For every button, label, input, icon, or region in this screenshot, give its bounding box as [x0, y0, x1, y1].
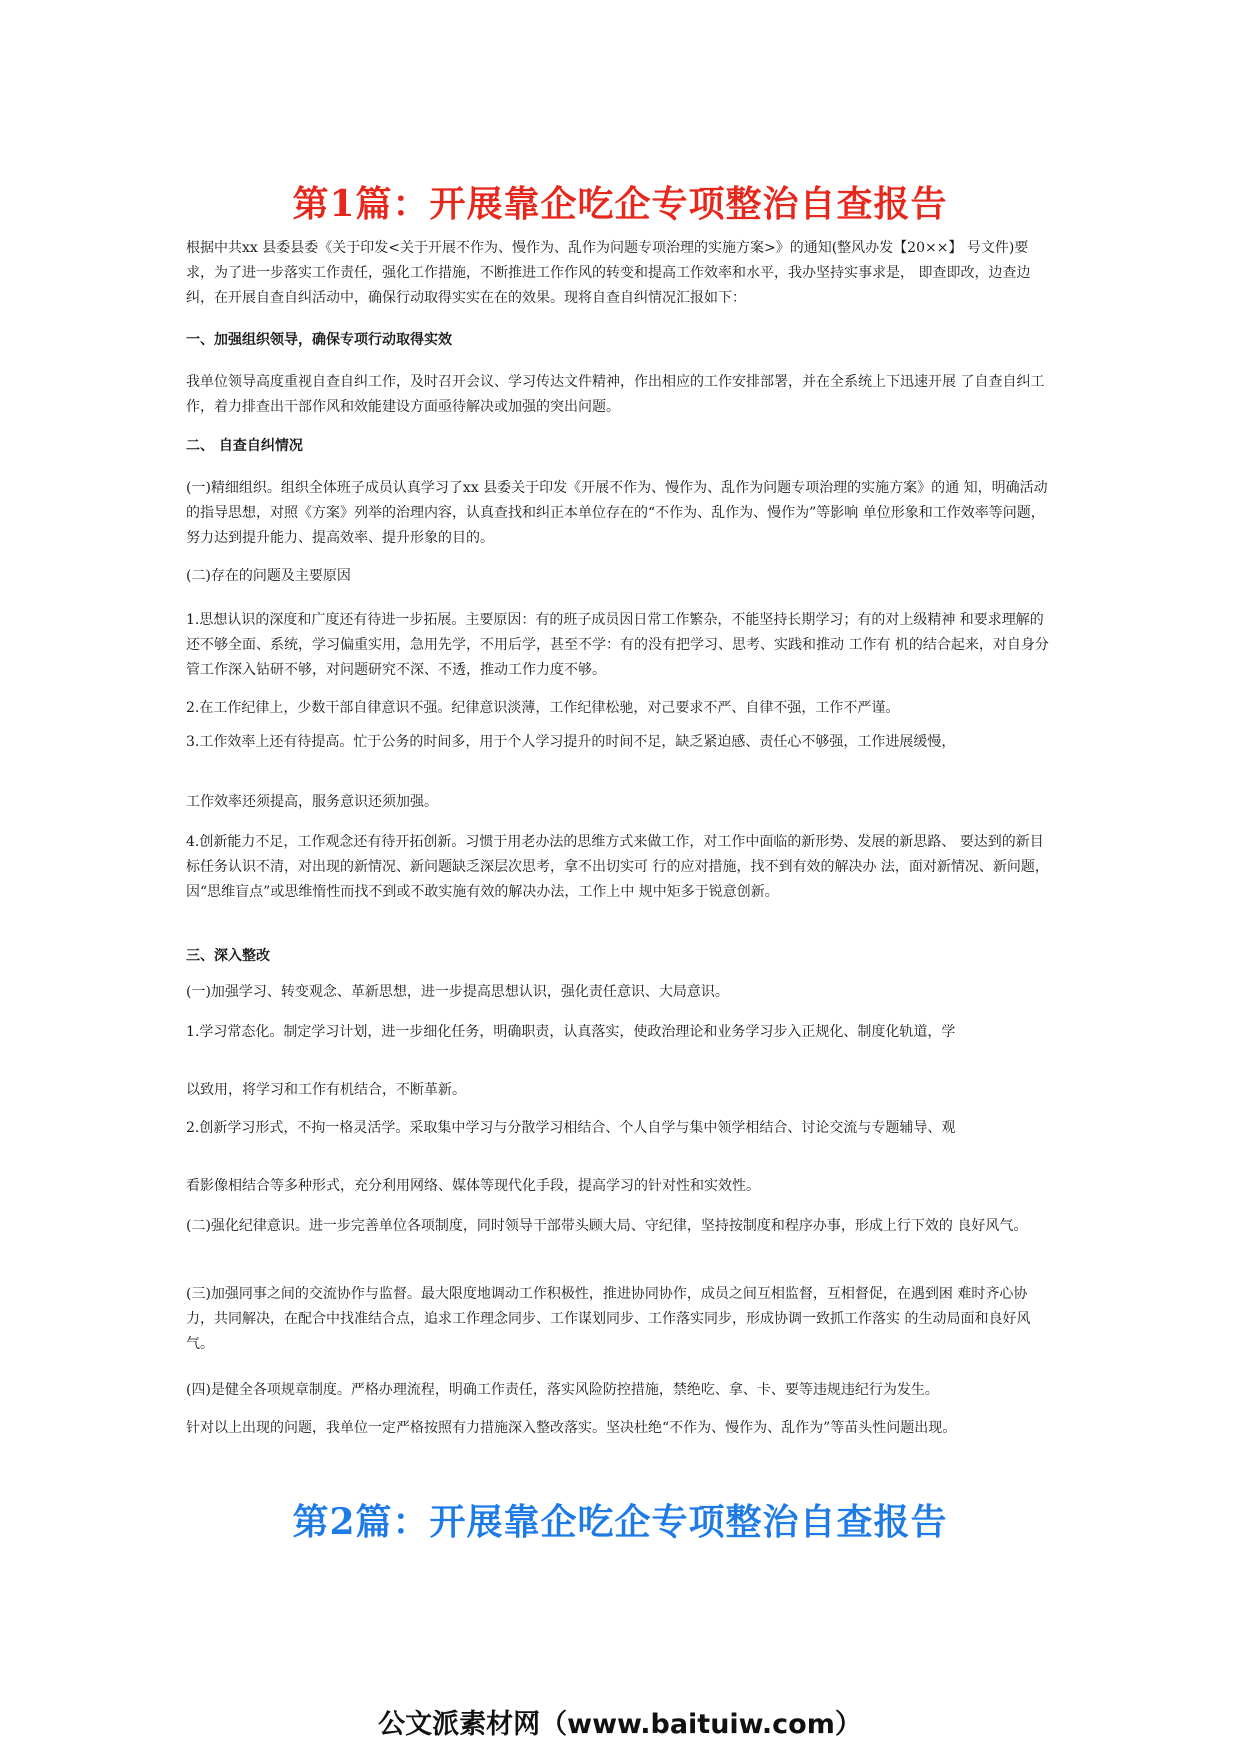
paragraph: 针对以上出现的问题，我单位一定严格按照有力措施深入整改落实。坚决杜绝“不作为、慢作为、乱作为”等苗头性问题出现。 [186, 1420, 957, 1436]
paragraph: (二)存在的问题及主要原因 [186, 568, 351, 584]
paragraph: 3.工作效率上还有待提高。忙于公务的时间多，用于个人学习提升的时间不足，缺乏紧迫感、责任心不够强，工作进展缓慢， [186, 734, 956, 750]
paragraph: (一)精细组织。组织全体班子成员认真学习了xx 县委关于印发《开展不作为、慢作为、乱作为问题专项治理的实施方案》的通 知，明确活动的指导思想，对照《方案》列举的治理内容，认真查找和纠正本单位存在的“不作为、乱作为、慢作为”等影响 单位形象和工作效率等问题，努力达到提升能力、提高效率、提升形象的目的。 [186, 480, 1048, 546]
paragraph: 2.创新学习形式，不拘一格灵活学。采取集中学习与分散学习相结合、个人自学与集中领学相结合、讨论交流与专题辅导、观 [186, 1120, 956, 1136]
document-title-1: 第1篇：开展靠企吃企专项整治自查报告 [292, 183, 948, 225]
section-heading-2: 二、 自查自纠情况 [186, 438, 303, 454]
document-title-2: 第2篇：开展靠企吃企专项整治自查报告 [292, 1501, 948, 1543]
section-heading-3: 三、深入整改 [186, 948, 270, 964]
paragraph: (二)强化纪律意识。进一步完善单位各项制度，同时领导干部带头顾大局、守纪律，坚持按制度和程序办事，形成上行下效的 良好风气。 [186, 1218, 1028, 1234]
paragraph: 工作效率还须提高，服务意识还须加强。 [186, 794, 438, 810]
paragraph: 4.创新能力不足，工作观念还有待开拓创新。习惯于用老办法的思维方式来做工作，对工作中面临的新形势、发展的新思路、 要达到的新目标任务认识不清，对出现的新情况、新问题缺乏深层次思考，拿不出切实可 行的应对措施，找不到有效的解决办 法，面对新情况、新问题，因“思维盲点”或思维惰性而找不到或不敢实施有效的解决办法，工作上中 规中矩多于锐意创新。 [186, 834, 1049, 900]
paragraph: 看影像相结合等多种形式，充分利用网络、媒体等现代化手段，提高学习的针对性和实效性。 [186, 1178, 760, 1194]
paragraph: 以致用，将学习和工作有机结合，不断革新。 [186, 1082, 466, 1098]
footer-watermark: 公文派素材网（www.baituiw.com） [378, 1709, 862, 1740]
paragraph: 1.思想认识的深度和广度还有待进一步拓展。主要原因：有的班子成员因日常工作繁杂，不能坚持长期学习；有的对上级精神 和要求理解的还不够全面、系统，学习偏重实用，急用先学，不用后学，甚至不学：有的没有把学习、思考、实践和推动 工作有 机的结合起来，对自身分管工作深入钻研不够，对问题研究不深、不透，推动工作力度不够。 [186, 612, 1049, 678]
intro-paragraph: 根据中共xx 县委县委《关于印发<关于开展不作为、慢作为、乱作为问题专项治理的实施方案>》的通知(整风办发【20××】 号文件)要求，为了进一步落实工作责任，强化工作措施，不断推进工作作风的转变和提高工作效率和水平，我办坚持实事求是， 即查即改，边查边纠，在开展自查自纠活动中，确保行动取得实实在在的效果。现将自查自纠情况汇报如下： [186, 240, 1031, 306]
section-heading-1: 一、加强组织领导，确保专项行动取得实效 [186, 332, 452, 348]
paragraph: 1.学习常态化。制定学习计划，进一步细化任务，明确职责，认真落实，使政治理论和业务学习步入正规化、制度化轨道，学 [186, 1024, 956, 1040]
paragraph: 我单位领导高度重视自查自纠工作，及时召开会议、学习传达文件精神，作出相应的工作安排部署，并在全系统上下迅速开展 了自查自纠工作，着力排查出干部作风和效能建设方面亟待解决或加强的突出问题。 [186, 374, 1045, 415]
paragraph: 2.在工作纪律上，少数干部自律意识不强。纪律意识淡薄，工作纪律松驰，对己要求不严、自律不强，工作不严谨。 [186, 700, 900, 716]
paragraph: (四)是健全各项规章制度。严格办理流程，明确工作责任，落实风险防控措施，禁绝吃、拿、卡、要等违规违纪行为发生。 [186, 1382, 939, 1398]
paragraph: (三)加强同事之间的交流协作与监督。最大限度地调动工作积极性，推进协同协作，成员之间互相监督，互相督促，在遇到困 难时齐心协力，共同解决，在配合中找准结合点，追求工作理念同步、工作谋划同步、工作落实同步，形成协调一致抓工作落实 的生动局面和良好风气。 [186, 1286, 1031, 1352]
paragraph: (一)加强学习、转变观念、革新思想，进一步提高思想认识，强化责任意识、大局意识。 [186, 984, 729, 1000]
